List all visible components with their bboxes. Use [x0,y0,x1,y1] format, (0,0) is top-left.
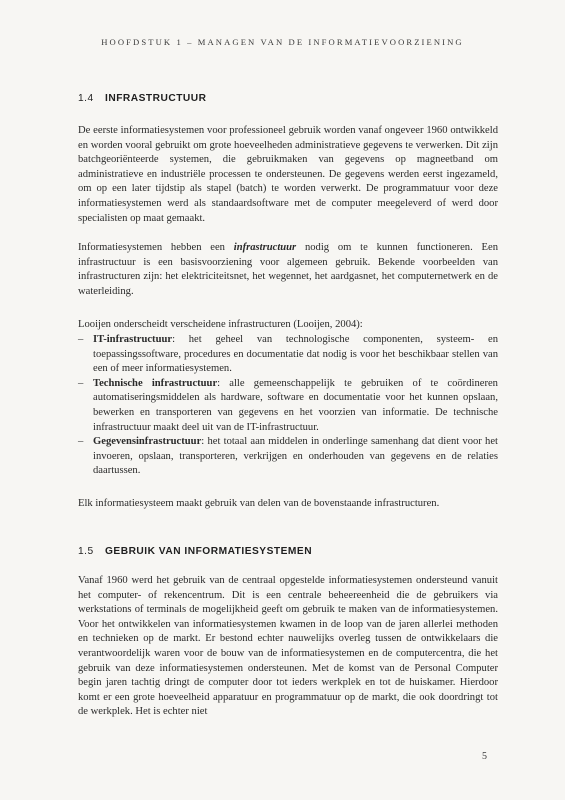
paragraph-summary: Elk informatiesysteem maakt gebruik van delen van de bovenstaande infrastructuren. [78,498,440,509]
running-head: HOOFDSTUK 1 – MANAGEN VAN DE INFORMATIEVOORZIENING [101,37,464,47]
list-item-term: Gegevensinfrastructuur [93,436,202,448]
section-number: 1.5 [78,546,94,557]
paragraph-intro: De eerste informatiesystemen voor professioneel gebruik worden vanaf ongeveer 1960 ontwikkeld en worden vooral gebruikt om grote hoeveelheden administratieve gegevens te verwerken. Dit zijn batchgeoriënteerde systemen, die gebruikmaken van gegevens op magneetband om administratieve en industriële processen te ondersteunen. De gegevens werden eerst ingezameld, om op een later tijdstip als stapel (batch) te worden verwerkt. De programmatuur voor deze informatiesystemen werd als standaardsoftware met de computer meegeleverd of werd door specialisten op maat gemaakt. [78,125,498,224]
list-item-term: IT-infrastructuur [93,334,173,345]
section-heading-1-4 [78,92,498,107]
list-item: – IT-infrastructuur: het geheel van technologische componenten, systeem- en toepassingssoftware, procedures en documentatie dat nodig is voor het beschikbaar stellen van een of meer informatiesystemen. [78,334,498,375]
infrastructure-list [78,333,498,479]
paragraph-text: Informatiesystemen hebben een [78,242,234,253]
infrastructure-term: infrastructuur [233,242,297,253]
section-title: INFRASTRUCTUUR [105,93,207,104]
list-item: – Gegevensinfrastructuur: het totaal aan middelen in onderlinge samenhang dat dient voor het invoeren, opslaan, transporteren, verkrijgen en onderhouden van gegevens en de relaties daartussen. [78,436,498,477]
list-item: – Technische infrastructuur: alle gemeenschappelijk te gebruiken of te coördineren automatiseringsmiddelen als hardware, software en documentatie voor het kunnen opslaan, bewerken en transporteren van gegevens en het voorzien van informatie. De technische infrastructuur maakt deel uit van de IT-infrastructuur. [78,377,498,433]
paragraph-looijen: Looijen onderscheidt verscheidene infrastructuren (Looijen, 2004): [78,319,363,330]
list-item-text: : het geheel van technologische componenten, systeem- en toepassingssoftware, procedures en documentatie dat nodig is voor het beschikbaar stellen van een of meer informatiesystemen. [93,334,498,375]
section-number: 1.4 [78,93,94,104]
list-item-term: Technische infrastructuur [93,377,218,389]
paragraph-text: nodig om te kunnen functioneren. Een infrastructuur is een basisvoorziening voor algemeen gebruik. Bekende voorbeelden van infrastructuren zijn: het elektriciteitsnet, het wegennet, het aardgasnet, het computernetwerk en de waterleiding. [78,242,498,297]
list-item-text: : het totaal aan middelen in onderlinge samenhang dat dient voor het invoeren, opslaan, transporteren, verkrijgen en onderhouden van gegevens en de relaties daartussen. [93,436,498,477]
paragraph-usage: Vanaf 1960 werd het gebruik van de centraal opgestelde informatiesystemen ondersteund vanuit het computer- of rekencentrum. Dit is een centrale beheereenheid die de gebruikers via werkstations of terminals de mogelijkheid geeft om gebruik te maken van de informatiesystemen. Voor het ontwikkelen van informatiesystemen kwamen in de loop van de jaren allerlei methoden en technieken op de markt. Er bestond echter nauwelijks overleg tussen de ontwikkelaars die verantwoordelijk waren voor de bouw van de informatiesystemen en de computercentra, die het gebruik van deze informatiesystemen ondersteunen. Met de komst van de Personal Computer begin jaren tachtig dringt de computer door tot ieders werkplek en tot de huiskamer. Hierdoor komt er een grote hoeveelheid apparatuur en programmatuur op de markt, die ook doordringt tot de werkplek. Het is echter niet [78,575,498,718]
section-title: GEBRUIK VAN INFORMATIESYSTEMEN [105,546,313,557]
paragraph-infrastructure [78,241,498,299]
section-heading-1-5 [78,545,498,560]
list-item-text: : alle gemeenschappelijk te gebruiken of te coördineren automatiseringsmiddelen als hardware, software en documentatie voor het kunnen opslaan, bewerken en transporteren van gegevens en het voorzien van informatie. De technische infrastructuur maakt deel uit van de IT-infrastructuur. [93,377,498,433]
page-number: 5 [482,751,487,762]
